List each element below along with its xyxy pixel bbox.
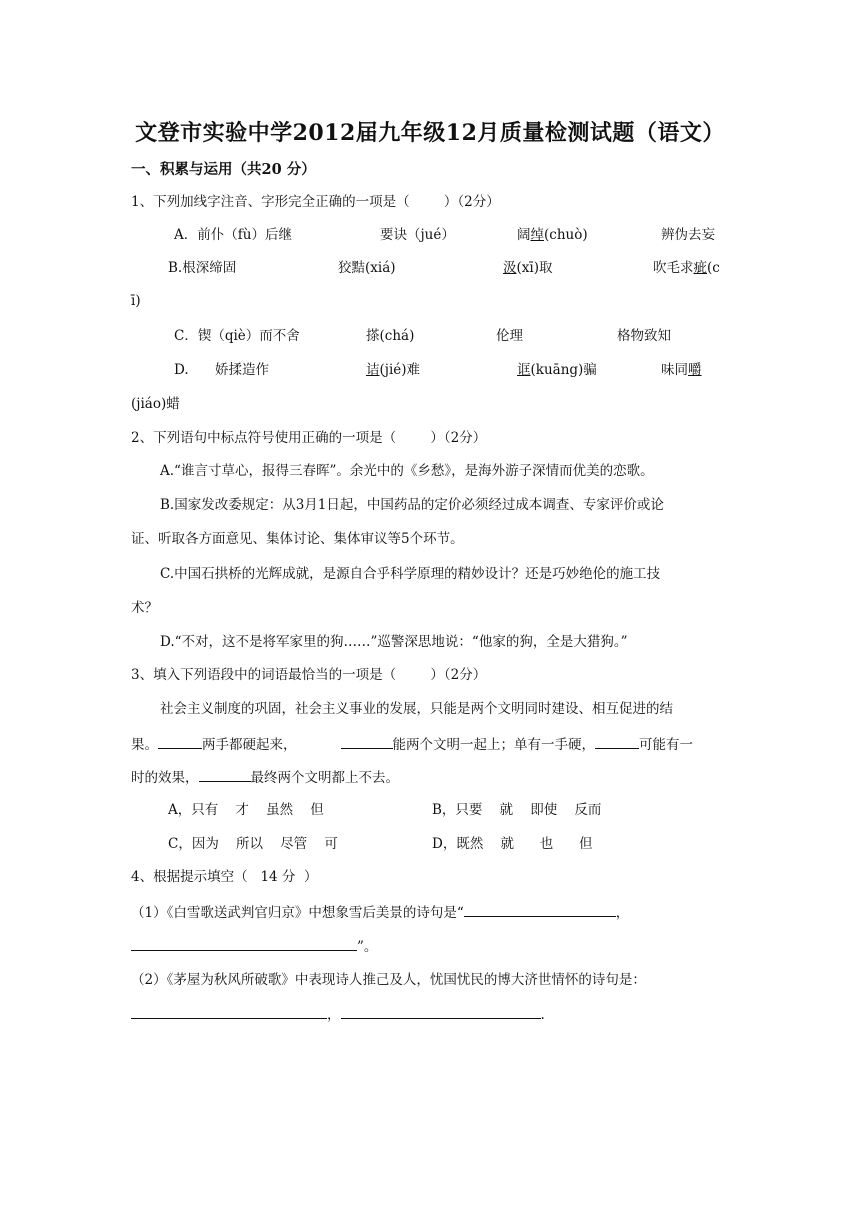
q3-option-c: C，因为 所以 尽管 可 <box>168 836 338 852</box>
answer-blank <box>341 1004 541 1019</box>
q4-item-2-line1: （2）《茅屋为秋风所破歌》中表现诗人推己及人，忧国忧民的博大济世情怀的诗句是： <box>131 972 646 988</box>
q3-option-a: A，只有 才 虽然 但 <box>168 802 324 818</box>
q1-option-d-word1: 娇揉造作 <box>215 362 269 378</box>
answer-blank <box>199 767 251 782</box>
answer-blank <box>341 734 393 749</box>
q1-option-c-label: C．锲（qiè）而不舍 <box>174 328 300 344</box>
q3-passage-line3: 时的效果， 最终两个文明都上不去。 <box>131 767 399 788</box>
q2-option-a: A.“谁言寸草心，报得三春晖”。余光中的《乡愁》，是海外游子深情而优美的恋歌。 <box>160 463 654 479</box>
q3-option-d: D，既然 就 也 但 <box>432 836 593 852</box>
q1-option-c-word2: 搽(chá) <box>366 328 415 344</box>
q3-passage-line1: 社会主义制度的巩固，社会主义事业的发展，只能是两个文明同时建设、相互促进的结 <box>160 701 673 717</box>
q1-option-c-word4: 格物致知 <box>617 328 671 344</box>
q1-option-b-label: B.根深缔固 <box>168 260 237 276</box>
question-4-stem: 4、根据提示填空（ 14 分 ） <box>131 869 318 885</box>
q1-option-b-wrap: ī) <box>131 293 141 309</box>
page-title: 文登市实验中学2012届九年级12月质量检测试题（语文） <box>135 120 725 146</box>
q1-option-c-word3: 伦理 <box>496 328 523 344</box>
q2-option-c-line1: C.中国石拱桥的光辉成就，是源自合乎科学原理的精妙设计？还是巧妙绝伦的施工技 <box>160 566 661 582</box>
q1-option-b-word2: 狡黠(xiá) <box>338 260 396 276</box>
q1-option-a-word3: 阔绰(chuò) <box>517 227 588 243</box>
q1-option-d-word2: 诘(jié)难 <box>366 362 421 378</box>
question-2-stem: 2、下列语句中标点符号使用正确的一项是（ ）（2分） <box>131 430 487 446</box>
q2-option-b-line1: B.国家发改委规定：从3月1日起，中国药品的定价必须经过成本调查、专家评价或论 <box>160 497 664 513</box>
q2-option-b-line2: 证、听取各方面意见、集体讨论、集体审议等5个环节。 <box>131 531 464 547</box>
question-3-stem: 3、填入下列语段中的词语最恰当的一项是（ ）（2分） <box>131 667 487 683</box>
answer-blank <box>158 734 202 749</box>
q1-option-a-word4: 辨伪去妄 <box>661 227 715 243</box>
q1-option-b-word3: 汲(xī)取 <box>503 260 553 276</box>
q4-item-1-line2: ”。 <box>131 936 377 957</box>
q1-option-b-word4: 吹毛求疵(c <box>653 260 720 276</box>
q1-option-d-label: D. <box>174 362 189 378</box>
q1-option-d-wrap: (jiáo)蜡 <box>131 396 180 412</box>
q1-option-a-label: A．前仆（fù）后继 <box>174 227 292 243</box>
section-heading: 一、积累与运用（共20 分） <box>131 161 316 178</box>
q3-option-b: B，只要 就 即使 反而 <box>432 802 602 818</box>
q2-option-d: D.“不对，这不是将军家里的狗……”巡警深思地说：“他家的狗，全是大猎狗。” <box>160 634 628 650</box>
q4-item-1-line1: （1）《白雪歌送武判官归京》中想象雪后美景的诗句是“ ， <box>131 902 629 923</box>
q3-passage-line2: 果。 两手都硬起来， 能两个文明一起上；单有一手硬， 可能有一 <box>131 734 693 755</box>
answer-blank <box>131 936 357 951</box>
q4-item-2-line2: ， . <box>131 1004 545 1025</box>
answer-blank <box>464 902 616 917</box>
question-1-stem: 1、下列加线字注音、字形完全正确的一项是（ ）（2分） <box>131 194 500 210</box>
q1-option-d-word3: 诓(kuāng)骗 <box>517 362 597 378</box>
q1-option-d-word4: 味同嚼 <box>661 362 702 378</box>
q1-option-a-word2: 要诀（jué） <box>380 227 455 243</box>
q2-option-c-line2: 术？ <box>131 600 158 616</box>
answer-blank <box>595 734 639 749</box>
answer-blank <box>131 1004 327 1019</box>
